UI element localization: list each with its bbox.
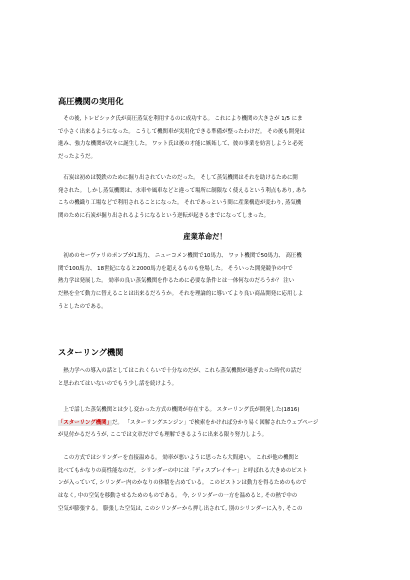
text-line: 進み、強力な機関が次々に誕生した。 ワット氏は後の才能に嫉妬して、彼の事業を妨害しようと必死 <box>58 141 304 148</box>
text-line: だ熱を全て動力に替えることは出来るだろうか。 それを理論的に導いてより良い商品開発に応用しよ <box>58 291 304 298</box>
paragraph-high-pressure-2 <box>58 172 356 223</box>
text-line: 空気が膨張する。 膨張した空気は, このシリンダーから押し出されて, 別のシリンダーに入り, そこの <box>58 505 303 512</box>
text-line: こちの機織り工場などで利用されることになった。 それであっという間に産業構造が変わり, 蒸気機 <box>58 200 302 207</box>
text-line: 初めのセーヴァリのポンプが1馬力、 ニューコメン機関で10馬力、 ワット機関で50馬力、 高圧機 <box>58 253 302 259</box>
text-line: で小さく出来るようになった。 こうして機関車が実用化できる準備が整ったわけだ。 その後も開発は <box>58 128 305 135</box>
text-line: 石炭は初めは製鉄のために掘り出されていたのだった。 そして蒸気機関はそれを助けるために開 <box>58 175 298 181</box>
stirling-engine-highlight: 「スターリング機関」 <box>58 419 112 426</box>
paragraph-stirling-2 <box>58 404 356 442</box>
text-line: 発された。 しかし蒸気機関は、水車や風車などと違って場所に制限なく使えるという利点もあり, あち <box>58 187 307 194</box>
text-line: 関で100馬力、 18世紀になると2000馬力を超えるものも登場した。 そういった開発競争の中で <box>58 265 293 272</box>
text-line: この方式ではシリンダーを直接温める。 効率が悪いように思ったら大間違い。 これが他の機関と <box>58 455 300 461</box>
text-line: だったようだ。 <box>58 154 96 161</box>
text-line: 熱力学は発展した。 効率の良い蒸気機関を作るために必要な条件とは一体何なのだろうか？ 注い <box>58 278 295 285</box>
text-line: 熱力学への導入の話としてはこれくらいで十分なのだが、これら蒸気機関が過ぎ去った時代の話だ <box>58 368 302 374</box>
text-line-rest: だ。 「スターリングエンジン」で検索をかければ分かり易く図解されたウェブページ <box>112 419 319 426</box>
text-line: 関のために石炭が掘り出されるようになるという逆転が起きるまでになってしまった。 <box>58 213 270 220</box>
text-line: 上で話した蒸気機関とは少し変わった方式の機関が存在する。 スターリング氏が開発した(1816) <box>58 407 300 413</box>
text-line: はなく, 中の空気を移動させるためのものである。 今, シリンダーの一方を温めると, その熱で中の <box>58 493 298 500</box>
paragraph-stirling-3 <box>58 452 356 515</box>
text-line: その後, トレビシック氏が高圧蒸気を利用するのに成功する。 これにより機関の大きさが 1/5 にま <box>58 116 303 122</box>
section-heading-industrial-revolution: 産業革命だ！ <box>183 232 227 241</box>
text-line: ンが入っていて, シリンダー内のかなりの体積を占めている。 このピストンは動力を得るためのもので <box>58 480 307 487</box>
paragraph-high-pressure-1 <box>58 113 356 164</box>
text-line <box>58 417 356 430</box>
text-line: 比べてもかなりの高性能なのだ。 シリンダーの中には「ディスプレイサー」と呼ばれる大きめのピスト <box>58 467 308 474</box>
section-heading-stirling: スターリング機関 <box>58 347 124 357</box>
text-line: が見付かるだろうが, ここでは文章だけでも理解できるように出来る限り努力しよう。 <box>58 432 268 439</box>
section-heading-high-pressure: 高圧機関の実用化 <box>58 96 124 106</box>
text-line: うとしたのである。 <box>58 303 107 310</box>
paragraph-stirling-1 <box>58 365 356 390</box>
paragraph-industrial-revolution <box>58 250 356 313</box>
text-line: と思われてはいないのでもう少し話を続けよう。 <box>58 380 178 387</box>
